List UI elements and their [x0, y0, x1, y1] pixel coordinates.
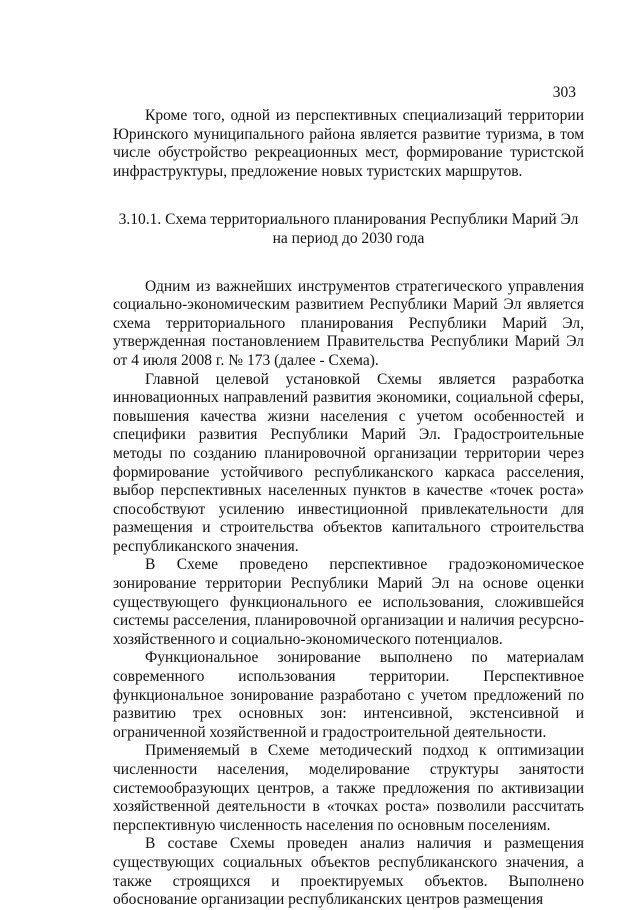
body-paragraph-6: В составе Схемы проведен анализ наличия и размещения существующих социальных объектов республиканского значения, а также строящихся и проектируемых объектов. Выполнено обоснование организации республиканских центров размещения: [113, 835, 584, 909]
body-paragraph-5: Применяемый в Схеме методический подход к оптимизации численности населения, моделирование структуры занятости системообразующих центров, а также предложения по активизации хозяйственной деятельности в «точках роста» позволили рассчитать перспективную численность населения по основным поселениям.: [113, 742, 584, 834]
body-paragraph-2: Главной целевой установкой Схемы является разработка инновационных направлений развития экономики, социальной сферы, повышения качества жизни населения с учетом особенностей и специфики развития Республики Марий Эл. Градостроительные методы по созданию планировочной организации территории через формирование устойчивого республиканского каркаса расселения, выбор перспективных населенных пунктов в качестве «точек роста» способствуют усилению инвестиционной привлекательности для размещения и строительства объектов капитального строительства республиканского значения.: [113, 370, 584, 555]
body-paragraph-3: В Схеме проведено перспективное градоэкономическое зонирование территории Республики Марий Эл на основе оценки существующего функционального ее использования, сложившейся системы расселения, планировочной организации и наличия ресурсно-хозяйственного и социально-экономического потенциалов.: [113, 556, 584, 648]
page-content: [113, 107, 584, 910]
section-heading: 3.10.1. Схема территориального планирования Республики Марий Эл на период до 2030 года: [118, 211, 579, 247]
intro-paragraph: Кроме того, одной из перспективных специализаций территории Юринского муниципального района является развитие туризма, в том числе обустройство рекреационных мест, формирование туристской инфраструктуры, предложение новых туристских маршрутов.: [113, 107, 584, 180]
body-paragraph-1: Одним из важнейших инструментов стратегического управления социально-экономическим развитием Республики Марий Эл является схема территориального планирования Республики Марий Эл, утвержденная постановлением Правительства Республики Марий Эл от 4 июля 2008 г. № 173 (далее - Схема).: [113, 277, 584, 369]
body-paragraph-4: Функциональное зонирование выполнено по материалам современного использования территории. Перспективное функциональное зонирование разработано с учетом предложений по развитию трех основных зон: интенсивной, экстенсивной и ограниченной хозяйственной и градостроительной деятельности.: [113, 649, 584, 741]
page-number: 303: [552, 84, 576, 101]
